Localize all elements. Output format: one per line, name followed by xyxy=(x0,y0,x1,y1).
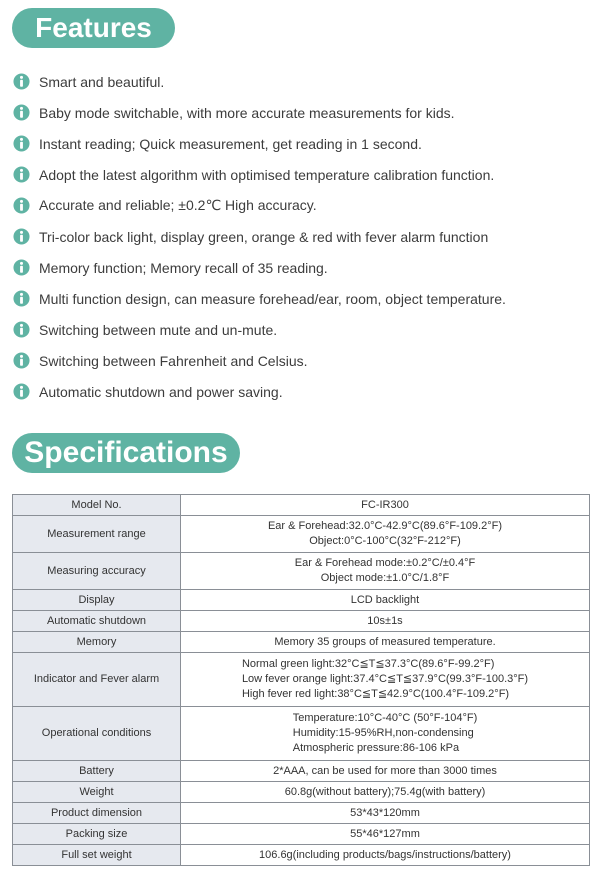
spec-row xyxy=(13,782,590,803)
feature-item xyxy=(0,128,601,159)
spec-value-line: Temperature:10°C-40°C (50°F-104°F) xyxy=(292,712,478,724)
info-bullet-icon xyxy=(13,73,30,90)
spec-label: Operational conditions xyxy=(13,707,181,761)
spec-row xyxy=(13,553,590,590)
feature-list xyxy=(0,66,601,407)
spec-value: 55*46*127mm xyxy=(181,824,590,845)
spec-value: Memory 35 groups of measured temperature. xyxy=(181,632,590,653)
feature-text: Memory function; Memory recall of 35 reading. xyxy=(39,259,328,276)
feature-text: Accurate and reliable; ±0.2℃ High accuracy. xyxy=(39,197,317,213)
feature-text: Instant reading; Quick measurement, get reading in 1 second. xyxy=(39,135,422,152)
feature-item xyxy=(0,252,601,283)
spec-label: Product dimension xyxy=(13,803,181,824)
spec-value: 10s±1s xyxy=(181,611,590,632)
spec-value-line: Atmospheric pressure:86-106 kPa xyxy=(292,742,460,754)
spec-label: Memory xyxy=(13,632,181,653)
feature-text: Multi function design, can measure forehead/ear, room, object temperature. xyxy=(39,290,506,307)
features-heading: Features xyxy=(12,8,175,48)
spec-row xyxy=(13,632,590,653)
info-bullet-icon xyxy=(13,104,30,121)
feature-text: Tri-color back light, display green, orange & red with fever alarm function xyxy=(39,228,489,245)
feature-text: Adopt the latest algorithm with optimised temperature calibration function. xyxy=(39,166,495,183)
spec-value-line: High fever red light:38°C≦T≦42.9°C(100.4°F-109.2°F) xyxy=(241,688,510,700)
spec-row xyxy=(13,611,590,632)
feature-item xyxy=(0,190,601,221)
feature-item xyxy=(0,283,601,314)
spec-label: Measurement range xyxy=(13,516,181,553)
spec-value-line: Normal green light:32°C≦T≦37.3°C(89.6°F-99.2°F) xyxy=(241,658,495,670)
spec-value-line: Humidity:15-95%RH,non-condensing xyxy=(292,727,474,739)
feature-item xyxy=(0,376,601,407)
spec-row xyxy=(13,516,590,553)
spec-label: Full set weight xyxy=(13,845,181,866)
spec-value-line: Object mode:±1.0°C/1.8°F xyxy=(320,572,450,584)
feature-text: Smart and beautiful. xyxy=(39,73,165,90)
spec-value: 2*AAA, can be used for more than 3000 times xyxy=(181,761,590,782)
feature-text: Baby mode switchable, with more accurate measurements for kids. xyxy=(39,104,455,121)
spec-value-line: Ear & Forehead mode:±0.2°C/±0.4°F xyxy=(294,557,476,569)
spec-row xyxy=(13,845,590,866)
feature-item xyxy=(0,66,601,97)
feature-item xyxy=(0,97,601,128)
spec-label: Automatic shutdown xyxy=(13,611,181,632)
feature-text: Switching between Fahrenheit and Celsius. xyxy=(39,352,308,369)
info-bullet-icon xyxy=(13,383,30,400)
spec-row xyxy=(13,803,590,824)
feature-item xyxy=(0,221,601,252)
info-bullet-icon xyxy=(13,352,30,369)
spec-row xyxy=(13,824,590,845)
spec-value-line: Ear & Forehead:32.0°C-42.9°C(89.6°F-109.2°F) xyxy=(267,520,503,532)
spec-value: 106.6g(including products/bags/instructions/battery) xyxy=(181,845,590,866)
info-bullet-icon xyxy=(13,228,30,245)
spec-label: Measuring accuracy xyxy=(13,553,181,590)
info-bullet-icon xyxy=(13,135,30,152)
specifications-table xyxy=(12,494,590,866)
spec-row xyxy=(13,707,590,761)
spec-label: Display xyxy=(13,590,181,611)
info-bullet-icon xyxy=(13,290,30,307)
info-bullet-icon xyxy=(13,197,30,214)
feature-item xyxy=(0,345,601,376)
spec-label: Packing size xyxy=(13,824,181,845)
info-bullet-icon xyxy=(13,166,30,183)
spec-label: Indicator and Fever alarm xyxy=(13,653,181,707)
feature-text: Switching between mute and un-mute. xyxy=(39,321,278,338)
spec-value xyxy=(181,707,590,761)
spec-row xyxy=(13,590,590,611)
spec-row xyxy=(13,761,590,782)
spec-value: FC-IR300 xyxy=(181,495,590,516)
spec-label: Battery xyxy=(13,761,181,782)
feature-item xyxy=(0,159,601,190)
spec-label: Model No. xyxy=(13,495,181,516)
spec-label: Weight xyxy=(13,782,181,803)
info-bullet-icon xyxy=(13,259,30,276)
spec-row xyxy=(13,495,590,516)
feature-item xyxy=(0,314,601,345)
spec-value: 60.8g(without battery);75.4g(with battery) xyxy=(181,782,590,803)
info-bullet-icon xyxy=(13,321,30,338)
feature-text: Automatic shutdown and power saving. xyxy=(39,383,283,400)
specifications-heading: Specifications xyxy=(12,433,240,473)
spec-row xyxy=(13,653,590,707)
spec-value xyxy=(181,653,590,707)
spec-value-line: Low fever orange light:37.4°C≦T≦37.9°C(99.3°F-100.3°F) xyxy=(241,673,529,685)
spec-value: 53*43*120mm xyxy=(181,803,590,824)
spec-value xyxy=(181,553,590,590)
spec-value-line: Object:0°C-100°C(32°F-212°F) xyxy=(309,535,461,547)
spec-value: LCD backlight xyxy=(181,590,590,611)
spec-value xyxy=(181,516,590,553)
